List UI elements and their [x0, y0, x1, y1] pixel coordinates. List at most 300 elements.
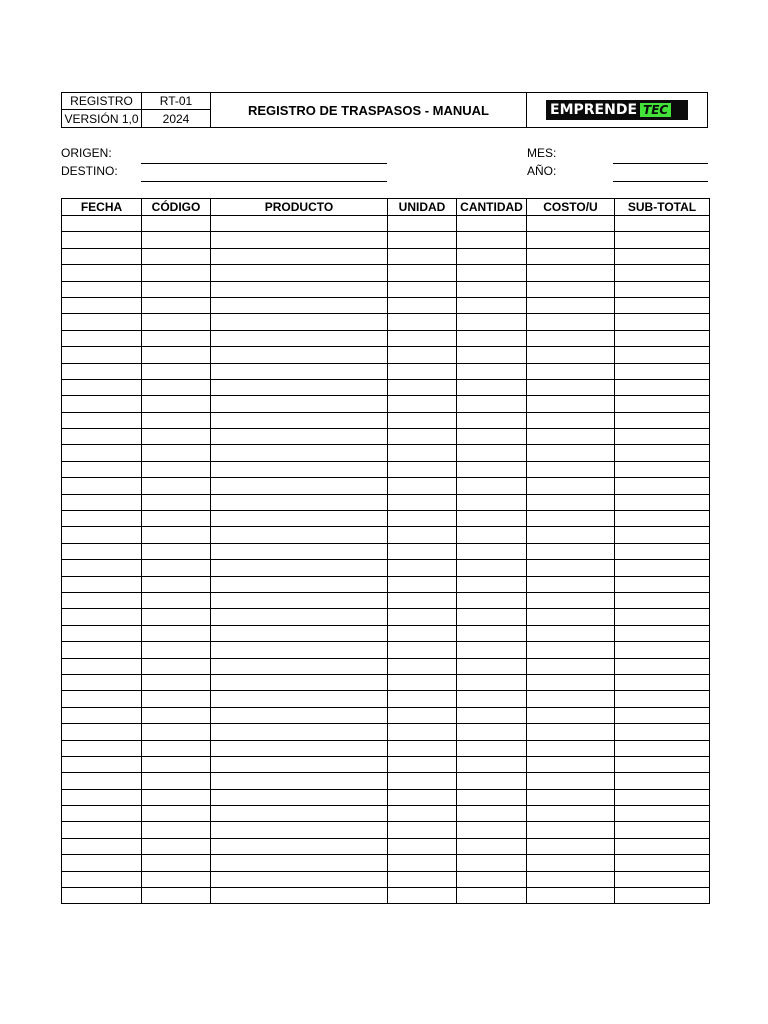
table-cell[interactable] — [211, 855, 388, 871]
table-cell[interactable] — [527, 281, 615, 297]
table-cell[interactable] — [211, 265, 388, 281]
table-cell[interactable] — [142, 412, 211, 428]
table-cell[interactable] — [142, 396, 211, 412]
table-cell[interactable] — [62, 707, 142, 723]
table-cell[interactable] — [211, 314, 388, 330]
table-cell[interactable] — [615, 855, 710, 871]
table-cell[interactable] — [527, 478, 615, 494]
table-cell[interactable] — [527, 625, 615, 641]
table-cell[interactable] — [211, 674, 388, 690]
table-cell[interactable] — [615, 281, 710, 297]
table-cell[interactable] — [62, 609, 142, 625]
table-cell[interactable] — [527, 592, 615, 608]
table-cell[interactable] — [62, 576, 142, 592]
table-cell[interactable] — [142, 855, 211, 871]
table-cell[interactable] — [527, 740, 615, 756]
table-cell[interactable] — [527, 511, 615, 527]
table-cell[interactable] — [388, 232, 457, 248]
table-cell[interactable] — [615, 363, 710, 379]
table-cell[interactable] — [615, 707, 710, 723]
table-cell[interactable] — [615, 625, 710, 641]
table-cell[interactable] — [527, 838, 615, 854]
table-cell[interactable] — [142, 888, 211, 904]
table-cell[interactable] — [388, 314, 457, 330]
table-cell[interactable] — [211, 281, 388, 297]
table-cell[interactable] — [388, 740, 457, 756]
table-cell[interactable] — [62, 248, 142, 264]
table-cell[interactable] — [457, 511, 527, 527]
table-cell[interactable] — [211, 871, 388, 887]
table-cell[interactable] — [211, 838, 388, 854]
table-cell[interactable] — [142, 724, 211, 740]
table-cell[interactable] — [142, 248, 211, 264]
table-cell[interactable] — [615, 691, 710, 707]
table-cell[interactable] — [615, 265, 710, 281]
table-cell[interactable] — [527, 609, 615, 625]
table-cell[interactable] — [615, 347, 710, 363]
table-cell[interactable] — [527, 871, 615, 887]
table-cell[interactable] — [457, 838, 527, 854]
table-cell[interactable] — [457, 658, 527, 674]
table-cell[interactable] — [62, 347, 142, 363]
table-cell[interactable] — [615, 658, 710, 674]
table-cell[interactable] — [62, 396, 142, 412]
table-cell[interactable] — [388, 478, 457, 494]
table-cell[interactable] — [457, 625, 527, 641]
table-cell[interactable] — [527, 216, 615, 232]
destino-line[interactable] — [141, 181, 387, 182]
table-cell[interactable] — [62, 216, 142, 232]
table-cell[interactable] — [457, 461, 527, 477]
table-cell[interactable] — [615, 609, 710, 625]
table-cell[interactable] — [457, 363, 527, 379]
table-cell[interactable] — [527, 756, 615, 772]
table-cell[interactable] — [388, 412, 457, 428]
table-cell[interactable] — [388, 297, 457, 313]
table-cell[interactable] — [142, 216, 211, 232]
table-cell[interactable] — [457, 265, 527, 281]
table-cell[interactable] — [142, 347, 211, 363]
table-cell[interactable] — [457, 789, 527, 805]
table-cell[interactable] — [62, 674, 142, 690]
table-cell[interactable] — [527, 412, 615, 428]
table-cell[interactable] — [388, 216, 457, 232]
table-cell[interactable] — [211, 396, 388, 412]
table-cell[interactable] — [388, 330, 457, 346]
table-cell[interactable] — [388, 625, 457, 641]
table-cell[interactable] — [62, 330, 142, 346]
table-cell[interactable] — [142, 232, 211, 248]
table-cell[interactable] — [457, 396, 527, 412]
table-cell[interactable] — [62, 543, 142, 559]
table-cell[interactable] — [527, 543, 615, 559]
table-cell[interactable] — [527, 674, 615, 690]
table-cell[interactable] — [62, 871, 142, 887]
table-cell[interactable] — [615, 379, 710, 395]
table-cell[interactable] — [62, 658, 142, 674]
table-cell[interactable] — [388, 609, 457, 625]
table-cell[interactable] — [388, 871, 457, 887]
table-cell[interactable] — [615, 674, 710, 690]
table-cell[interactable] — [62, 756, 142, 772]
table-cell[interactable] — [142, 576, 211, 592]
table-cell[interactable] — [62, 527, 142, 543]
table-cell[interactable] — [211, 756, 388, 772]
table-cell[interactable] — [142, 871, 211, 887]
table-cell[interactable] — [388, 707, 457, 723]
table-cell[interactable] — [615, 756, 710, 772]
table-cell[interactable] — [457, 445, 527, 461]
table-cell[interactable] — [62, 297, 142, 313]
table-cell[interactable] — [615, 806, 710, 822]
table-cell[interactable] — [615, 888, 710, 904]
origen-line[interactable] — [141, 163, 387, 164]
col-unidad: UNIDAD — [388, 199, 457, 216]
table-cell[interactable] — [62, 724, 142, 740]
table-cell[interactable] — [62, 838, 142, 854]
table-cell[interactable] — [211, 527, 388, 543]
table-cell[interactable] — [388, 494, 457, 510]
table-cell[interactable] — [211, 789, 388, 805]
table-cell[interactable] — [615, 461, 710, 477]
table-cell[interactable] — [62, 625, 142, 641]
table-cell[interactable] — [388, 461, 457, 477]
table-cell[interactable] — [211, 494, 388, 510]
table-cell[interactable] — [527, 576, 615, 592]
table-cell[interactable] — [388, 642, 457, 658]
table-cell[interactable] — [527, 232, 615, 248]
table-cell[interactable] — [142, 461, 211, 477]
table-cell[interactable] — [615, 822, 710, 838]
table-cell[interactable] — [142, 445, 211, 461]
table-cell[interactable] — [62, 412, 142, 428]
table-cell[interactable] — [615, 773, 710, 789]
table-cell[interactable] — [457, 494, 527, 510]
table-cell[interactable] — [211, 248, 388, 264]
table-cell[interactable] — [457, 412, 527, 428]
table-cell[interactable] — [211, 740, 388, 756]
table-row — [62, 642, 710, 658]
table-cell[interactable] — [211, 806, 388, 822]
table-cell[interactable] — [62, 461, 142, 477]
table-cell[interactable] — [62, 363, 142, 379]
table-cell[interactable] — [527, 330, 615, 346]
table-cell[interactable] — [142, 806, 211, 822]
table-cell[interactable] — [211, 625, 388, 641]
table-cell[interactable] — [211, 511, 388, 527]
mes-line[interactable] — [613, 163, 708, 164]
table-cell[interactable] — [388, 363, 457, 379]
table-cell[interactable] — [388, 691, 457, 707]
ano-line[interactable] — [613, 181, 708, 182]
table-cell[interactable] — [142, 478, 211, 494]
table-cell[interactable] — [211, 232, 388, 248]
table-cell[interactable] — [62, 281, 142, 297]
table-cell[interactable] — [62, 429, 142, 445]
table-cell[interactable] — [211, 412, 388, 428]
table-cell[interactable] — [388, 429, 457, 445]
table-cell[interactable] — [615, 248, 710, 264]
table-cell[interactable] — [615, 511, 710, 527]
table-cell[interactable] — [142, 658, 211, 674]
table-cell[interactable] — [211, 330, 388, 346]
table-cell[interactable] — [388, 379, 457, 395]
table-cell[interactable] — [142, 314, 211, 330]
table-cell[interactable] — [211, 560, 388, 576]
table-cell[interactable] — [615, 412, 710, 428]
table-cell[interactable] — [457, 871, 527, 887]
table-cell[interactable] — [388, 658, 457, 674]
table-cell[interactable] — [211, 543, 388, 559]
table-cell[interactable] — [527, 363, 615, 379]
table-cell[interactable] — [527, 855, 615, 871]
table-cell[interactable] — [142, 429, 211, 445]
table-cell[interactable] — [62, 888, 142, 904]
table-cell[interactable] — [62, 806, 142, 822]
table-cell[interactable] — [211, 379, 388, 395]
table-cell[interactable] — [527, 658, 615, 674]
table-cell[interactable] — [388, 855, 457, 871]
table-cell[interactable] — [211, 216, 388, 232]
table-cell[interactable] — [457, 314, 527, 330]
table-cell[interactable] — [457, 330, 527, 346]
table-cell[interactable] — [457, 592, 527, 608]
table-cell[interactable] — [388, 347, 457, 363]
table-cell[interactable] — [211, 592, 388, 608]
table-cell[interactable] — [388, 265, 457, 281]
table-cell[interactable] — [388, 527, 457, 543]
table-cell[interactable] — [457, 429, 527, 445]
table-cell[interactable] — [62, 478, 142, 494]
table-cell[interactable] — [388, 838, 457, 854]
table-cell[interactable] — [62, 789, 142, 805]
table-cell[interactable] — [527, 642, 615, 658]
table-cell[interactable] — [142, 625, 211, 641]
table-cell[interactable] — [457, 806, 527, 822]
table-cell[interactable] — [527, 707, 615, 723]
table-cell[interactable] — [142, 265, 211, 281]
table-cell[interactable] — [62, 822, 142, 838]
table-cell[interactable] — [142, 297, 211, 313]
table-cell[interactable] — [388, 560, 457, 576]
table-cell[interactable] — [62, 379, 142, 395]
table-cell[interactable] — [615, 527, 710, 543]
table-cell[interactable] — [211, 478, 388, 494]
table-cell[interactable] — [527, 888, 615, 904]
table-cell[interactable] — [457, 281, 527, 297]
table-cell[interactable] — [457, 756, 527, 772]
table-cell[interactable] — [527, 822, 615, 838]
table-cell[interactable] — [615, 740, 710, 756]
table-cell[interactable] — [211, 773, 388, 789]
table-cell[interactable] — [615, 543, 710, 559]
table-cell[interactable] — [527, 248, 615, 264]
table-cell[interactable] — [527, 445, 615, 461]
table-cell[interactable] — [615, 871, 710, 887]
table-cell[interactable] — [62, 511, 142, 527]
table-cell[interactable] — [388, 281, 457, 297]
table-cell[interactable] — [62, 691, 142, 707]
table-cell[interactable] — [142, 642, 211, 658]
table-cell[interactable] — [457, 888, 527, 904]
table-cell[interactable] — [527, 429, 615, 445]
table-cell[interactable] — [457, 478, 527, 494]
table-cell[interactable] — [615, 314, 710, 330]
table-cell[interactable] — [142, 691, 211, 707]
table-cell[interactable] — [142, 740, 211, 756]
table-cell[interactable] — [527, 461, 615, 477]
table-cell[interactable] — [457, 691, 527, 707]
table-cell[interactable] — [211, 429, 388, 445]
table-cell[interactable] — [527, 494, 615, 510]
table-cell[interactable] — [615, 789, 710, 805]
table-cell[interactable] — [457, 232, 527, 248]
table-cell[interactable] — [142, 756, 211, 772]
table-cell[interactable] — [388, 592, 457, 608]
table-cell[interactable] — [615, 592, 710, 608]
table-cell[interactable] — [211, 297, 388, 313]
table-cell[interactable] — [62, 265, 142, 281]
table-cell[interactable] — [457, 248, 527, 264]
table-cell[interactable] — [388, 756, 457, 772]
table-cell[interactable] — [62, 314, 142, 330]
table-cell[interactable] — [457, 576, 527, 592]
table-cell[interactable] — [142, 281, 211, 297]
table-cell[interactable] — [62, 494, 142, 510]
table-cell[interactable] — [457, 724, 527, 740]
table-cell[interactable] — [615, 576, 710, 592]
table-cell[interactable] — [527, 314, 615, 330]
table-cell[interactable] — [211, 461, 388, 477]
table-cell[interactable] — [211, 347, 388, 363]
table-cell[interactable] — [615, 560, 710, 576]
table-cell[interactable] — [457, 609, 527, 625]
table-cell[interactable] — [615, 445, 710, 461]
table-cell[interactable] — [527, 724, 615, 740]
table-cell[interactable] — [388, 445, 457, 461]
table-cell[interactable] — [211, 658, 388, 674]
table-cell[interactable] — [615, 216, 710, 232]
table-cell[interactable] — [527, 691, 615, 707]
table-cell[interactable] — [142, 511, 211, 527]
table-cell[interactable] — [527, 347, 615, 363]
table-cell[interactable] — [388, 789, 457, 805]
table-cell[interactable] — [615, 232, 710, 248]
table-cell[interactable] — [142, 543, 211, 559]
table-cell[interactable] — [211, 445, 388, 461]
table-cell[interactable] — [457, 855, 527, 871]
table-cell[interactable] — [62, 642, 142, 658]
table-cell[interactable] — [615, 494, 710, 510]
table-cell[interactable] — [388, 396, 457, 412]
table-cell[interactable] — [142, 592, 211, 608]
table-cell[interactable] — [527, 396, 615, 412]
table-cell[interactable] — [457, 543, 527, 559]
table-cell[interactable] — [457, 707, 527, 723]
table-cell[interactable] — [142, 822, 211, 838]
table-cell[interactable] — [388, 543, 457, 559]
table-cell[interactable] — [388, 248, 457, 264]
table-cell[interactable] — [388, 576, 457, 592]
table-cell[interactable] — [211, 822, 388, 838]
table-cell[interactable] — [142, 674, 211, 690]
table-cell[interactable] — [527, 773, 615, 789]
table-cell[interactable] — [527, 265, 615, 281]
table-cell[interactable] — [388, 674, 457, 690]
table-cell[interactable] — [142, 707, 211, 723]
table-cell[interactable] — [527, 379, 615, 395]
table-cell[interactable] — [457, 674, 527, 690]
table-cell[interactable] — [211, 576, 388, 592]
table-cell[interactable] — [615, 330, 710, 346]
table-cell[interactable] — [62, 855, 142, 871]
table-cell[interactable] — [388, 724, 457, 740]
table-cell[interactable] — [388, 773, 457, 789]
table-cell[interactable] — [62, 445, 142, 461]
table-cell[interactable] — [457, 642, 527, 658]
table-cell[interactable] — [142, 494, 211, 510]
table-cell[interactable] — [457, 216, 527, 232]
table-cell[interactable] — [615, 838, 710, 854]
table-cell[interactable] — [62, 560, 142, 576]
table-cell[interactable] — [615, 478, 710, 494]
table-cell[interactable] — [142, 838, 211, 854]
table-cell[interactable] — [388, 806, 457, 822]
table-cell[interactable] — [142, 773, 211, 789]
table-cell[interactable] — [457, 740, 527, 756]
table-cell[interactable] — [62, 232, 142, 248]
table-cell[interactable] — [527, 560, 615, 576]
table-cell[interactable] — [615, 297, 710, 313]
table-cell[interactable] — [388, 888, 457, 904]
table-cell[interactable] — [527, 527, 615, 543]
table-cell[interactable] — [142, 330, 211, 346]
table-cell[interactable] — [615, 396, 710, 412]
table-cell[interactable] — [211, 642, 388, 658]
table-cell[interactable] — [142, 789, 211, 805]
table-cell[interactable] — [211, 888, 388, 904]
table-cell[interactable] — [527, 789, 615, 805]
table-cell[interactable] — [388, 822, 457, 838]
table-cell[interactable] — [457, 379, 527, 395]
table-cell[interactable] — [527, 806, 615, 822]
table-cell[interactable] — [62, 592, 142, 608]
table-cell[interactable] — [457, 347, 527, 363]
table-cell[interactable] — [388, 511, 457, 527]
table-cell[interactable] — [457, 773, 527, 789]
table-cell[interactable] — [615, 724, 710, 740]
table-cell[interactable] — [142, 527, 211, 543]
table-cell[interactable] — [457, 297, 527, 313]
table-cell[interactable] — [142, 379, 211, 395]
table-cell[interactable] — [142, 560, 211, 576]
table-cell[interactable] — [142, 609, 211, 625]
table-cell[interactable] — [527, 297, 615, 313]
table-cell[interactable] — [211, 691, 388, 707]
table-cell[interactable] — [62, 773, 142, 789]
table-cell[interactable] — [142, 363, 211, 379]
table-cell[interactable] — [457, 560, 527, 576]
table-cell[interactable] — [211, 707, 388, 723]
table-cell[interactable] — [457, 822, 527, 838]
table-cell[interactable] — [62, 740, 142, 756]
table-cell[interactable] — [211, 609, 388, 625]
table-cell[interactable] — [457, 527, 527, 543]
table-cell[interactable] — [615, 429, 710, 445]
table-cell[interactable] — [211, 724, 388, 740]
table-cell[interactable] — [211, 363, 388, 379]
table-cell[interactable] — [615, 642, 710, 658]
